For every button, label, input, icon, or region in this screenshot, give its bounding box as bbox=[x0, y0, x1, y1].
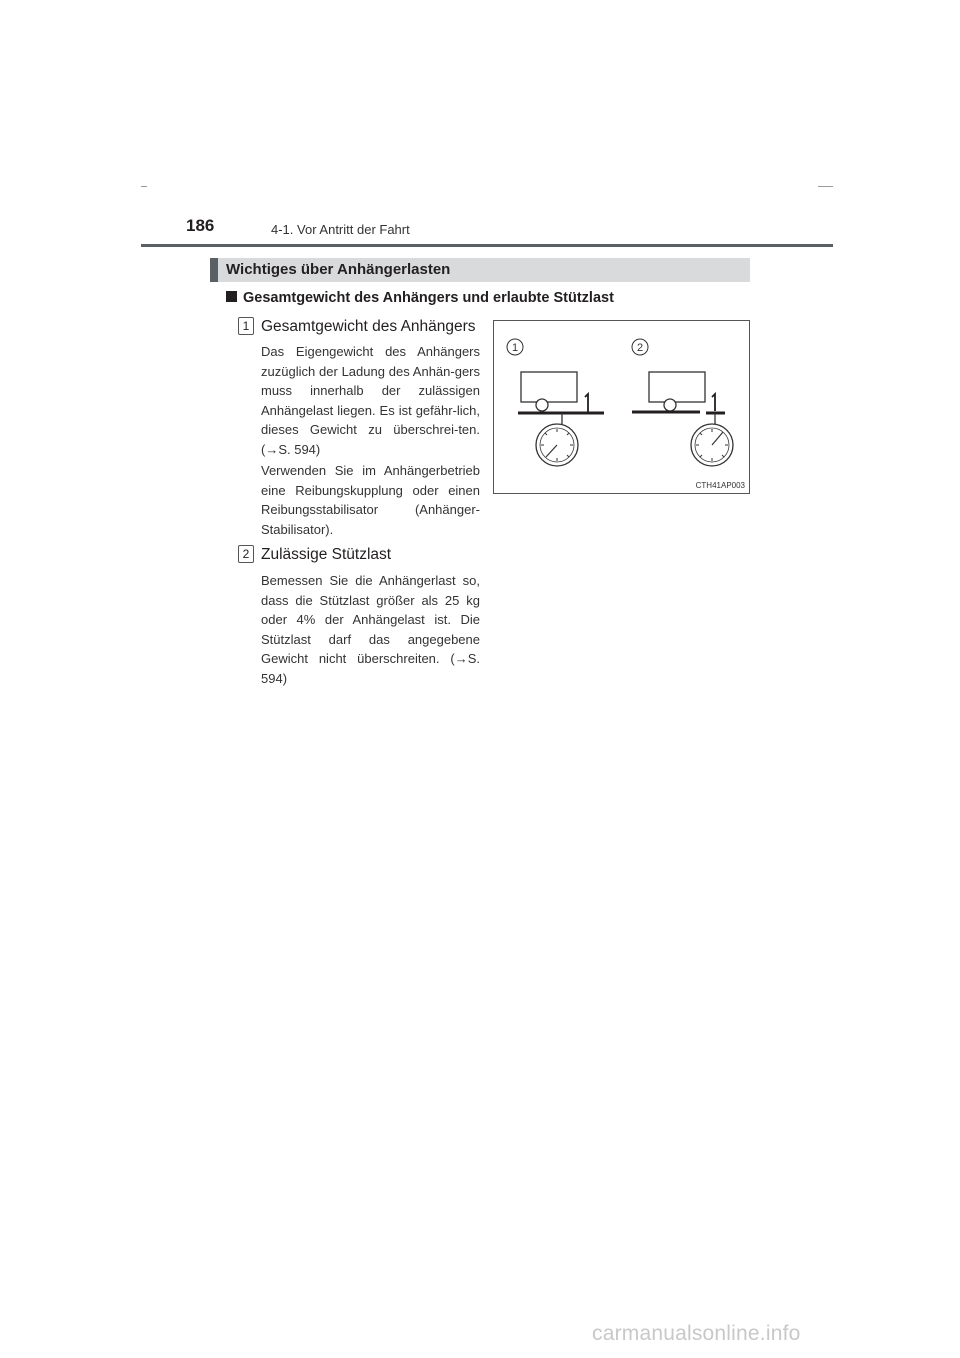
paragraph-text: Verwenden Sie im Anhängerbetrieb eine Reibungskupplung oder einen Reibungsstabilisator (Anhänger-Stabilisator). bbox=[261, 463, 480, 537]
item-1-paragraph-2 bbox=[261, 461, 480, 539]
page-number: 186 bbox=[186, 216, 215, 235]
section-title: Wichtiges über Anhängerlasten bbox=[226, 261, 451, 278]
chapter-title: 4-1. Vor Antritt der Fahrt bbox=[271, 222, 410, 237]
crop-mark-left bbox=[141, 186, 147, 187]
trailer-weight-illustration bbox=[493, 320, 750, 494]
paragraph-text: Das Eigengewicht des Anhängers zuzüglich der Ladung des Anhän-gers muss innerhalb der zulässigen Anhängelast liegen. Es ist gefähr-lich, dieses Gewicht zu überschrei-ten. (→S. 594) bbox=[261, 344, 480, 457]
trailer-wheel-1 bbox=[536, 399, 548, 411]
coupling-2 bbox=[712, 394, 715, 411]
section-banner bbox=[210, 258, 750, 282]
trailer-body-1 bbox=[521, 372, 577, 402]
trailer-body-2 bbox=[649, 372, 705, 402]
subsection-title: Gesamtgewicht des Anhängers und erlaubte Stützlast bbox=[243, 290, 614, 306]
item-2-paragraph-1 bbox=[261, 571, 480, 688]
figure-code: CTH41AP003 bbox=[695, 481, 745, 490]
subsection-heading bbox=[226, 290, 614, 306]
callout-label-2: 2 bbox=[636, 342, 644, 354]
item-title: Zulässige Stützlast bbox=[261, 546, 392, 563]
item-2-heading bbox=[238, 545, 391, 564]
watermark: carmanualsonline.info bbox=[592, 1322, 801, 1345]
trailer-wheel-2 bbox=[664, 399, 676, 411]
item-number-badge: 1 bbox=[238, 317, 254, 335]
item-number-badge: 2 bbox=[238, 545, 254, 563]
trailer-scales-drawing bbox=[494, 321, 751, 495]
item-title: Gesamtgewicht des Anhängers bbox=[261, 318, 476, 335]
header-rule bbox=[141, 244, 833, 247]
square-bullet-icon bbox=[226, 291, 237, 302]
coupling-1 bbox=[585, 394, 588, 413]
item-1-heading bbox=[238, 317, 476, 336]
paragraph-text: Bemessen Sie die Anhängerlast so, dass die Stützlast größer als 25 kg oder 4% der Anhängelast ist. Die Stützlast darf das angegebene Gewicht nicht überschreiten. (→S. 594) bbox=[261, 573, 480, 686]
item-1-paragraph-1 bbox=[261, 342, 480, 459]
callout-label-1: 1 bbox=[511, 342, 519, 354]
crop-mark-right bbox=[818, 186, 833, 187]
